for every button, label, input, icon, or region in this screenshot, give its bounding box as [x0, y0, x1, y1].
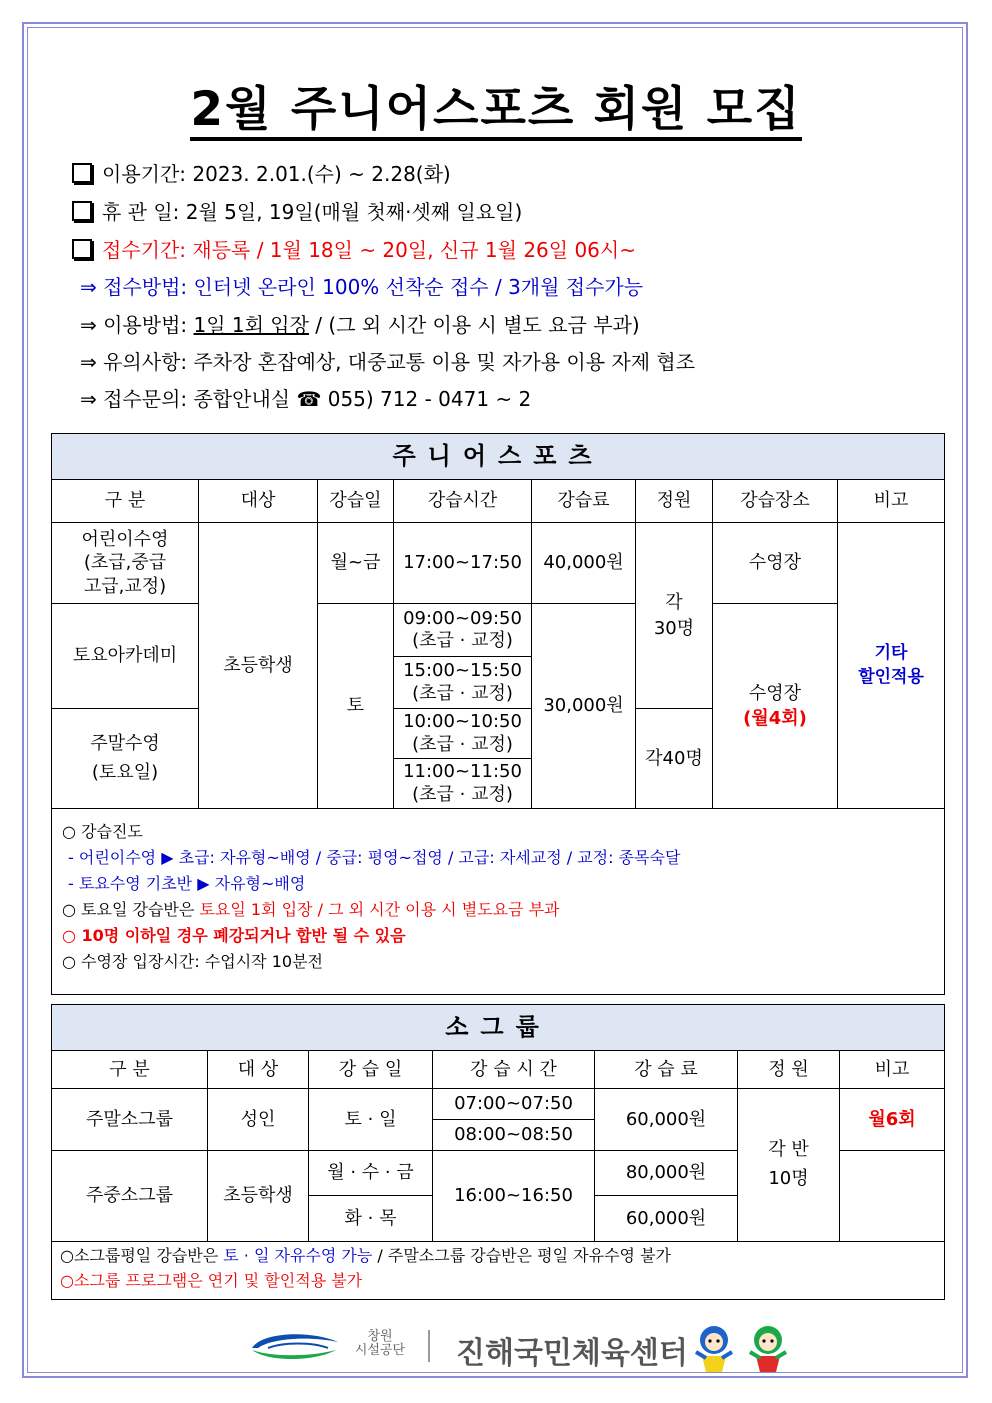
weekend-swim-name: 주말수영 (토요일)	[52, 709, 199, 809]
weekday-group-remark	[840, 1151, 945, 1242]
sg-header-capacity: 정 원	[738, 1051, 840, 1089]
weekend-swim-time-2: 11:00~11:50 (초급 · 교정)	[394, 759, 532, 809]
weekday-group-day-2: 화 · 목	[309, 1196, 433, 1242]
sg-header-target: 대 상	[208, 1051, 309, 1089]
info-period: 이용기간: 2023. 2.01.(수) ~ 2.28(화)	[72, 158, 952, 187]
academy-time-1: 09:00~09:50 (초급 · 교정)	[394, 604, 532, 657]
kids-swim-time: 17:00~17:50	[394, 523, 532, 604]
org-logo-text: 창원 시설공단	[354, 1329, 406, 1359]
info-method: ⇒ 접수방법: 인터넷 온라인 100% 선착순 접수 / 3개월 접수가능	[80, 275, 644, 299]
header-fee: 강습료	[532, 480, 636, 523]
sg-note-1: ○소그룹평일 강습반은 토 · 일 자유수영 가능 / 주말소그룹 강습반은 평일 자유수영 불가	[60, 1246, 671, 1265]
weekday-group-target: 초등학생	[208, 1151, 309, 1242]
kids-swim-name: 어린이수영 (초급,중급 고급,교정)	[52, 523, 199, 604]
weekday-group-time: 16:00~16:50	[433, 1151, 595, 1242]
weekend-group-target: 성인	[208, 1089, 309, 1151]
saturday-fee: 30,000원	[532, 604, 636, 809]
weekday-group-fee-1: 80,000원	[595, 1151, 738, 1196]
weekend-swim-time-1: 10:00~10:50 (초급 · 교정)	[394, 709, 532, 759]
remark-discount: 기타 할인적용	[838, 523, 945, 809]
changwon-logo-icon	[248, 1328, 340, 1364]
note-sat-progress: - 토요수영 기초반 ▶ 자유형~배영	[68, 873, 306, 893]
info-notice: ⇒ 유의사항: 주차장 혼잡예상, 대중교통 이용 및 자가용 이용 자제 협조	[80, 350, 696, 374]
center-name: 진해국민체육센터	[456, 1336, 688, 1371]
weekday-group-day-1: 월 · 수 · 금	[309, 1151, 433, 1196]
header-target: 대상	[199, 480, 318, 523]
mascot-blue-icon	[688, 1322, 740, 1374]
header-day: 강습일	[318, 480, 394, 523]
info-inquiry: ⇒ 접수문의: 종합안내실 ☎ 055) 712 - 0471 ~ 2	[80, 387, 532, 411]
capacity-40: 각40명	[636, 709, 713, 809]
footer-divider	[428, 1330, 430, 1362]
header-place: 강습장소	[713, 480, 838, 523]
capacity-30: 각 30명	[636, 523, 713, 709]
sg-header-remark: 비고	[840, 1051, 945, 1089]
junior-sports-table	[51, 433, 945, 995]
sg-header-fee: 강 습 료	[595, 1051, 738, 1089]
saturday-day: 토	[318, 604, 394, 809]
header-category: 구 분	[52, 480, 199, 523]
info-usage: ⇒ 이용방법: 1일 1회 입장 / (그 외 시간 이용 시 별도 요금 부과)	[80, 313, 640, 337]
small-section-title: 소그룹	[52, 1005, 945, 1051]
sg-header-category: 구 분	[52, 1051, 208, 1089]
page-title: 2월 주니어스포츠 회원 모집	[0, 72, 992, 139]
footer	[0, 1322, 992, 1372]
weekend-group-time-2: 08:00~08:50	[433, 1120, 595, 1151]
weekday-group-fee-2: 60,000원	[595, 1196, 738, 1242]
small-group-notes	[52, 1242, 945, 1300]
weekend-group-time-1: 07:00~07:50	[433, 1089, 595, 1120]
header-time: 강습시간	[394, 480, 532, 523]
note-progress: ○ 강습진도	[62, 822, 143, 841]
small-group-table	[51, 1004, 945, 1300]
junior-section-title: 주니어스포츠	[52, 434, 945, 480]
info-closed: 휴 관 일: 2월 5일, 19일(매월 첫째·셋째 일요일)	[72, 196, 952, 225]
sg-header-day: 강 습 일	[309, 1051, 433, 1089]
note-entry-time: ○ 수영장 입장시간: 수업시작 10분전	[62, 951, 323, 971]
weekend-group-name: 주말소그룹	[52, 1089, 208, 1151]
header-remark: 비고	[838, 480, 945, 523]
weekend-group-fee: 60,000원	[595, 1089, 738, 1151]
weekend-group-day: 토 · 일	[309, 1089, 433, 1151]
saturday-academy-name: 토요아카데미	[52, 604, 199, 709]
info-reception: 접수기간: 재등록 / 1월 18일 ~ 20일, 신규 1월 26일 06시~	[72, 234, 952, 263]
note-min-people: ○ 10명 이하일 경우 폐강되거나 합반 될 수 있음	[62, 925, 406, 945]
mascot-green-icon	[742, 1322, 794, 1374]
sg-header-time: 강 습 시 간	[433, 1051, 595, 1089]
weekend-group-remark: 월6회	[840, 1089, 945, 1151]
note-sat-class: ○ 토요일 강습반은 토요일 1회 입장 / 그 외 시간 이용 시 별도요금 부과	[62, 899, 560, 919]
checkbox-icon	[72, 239, 92, 259]
academy-time-2: 15:00~15:50 (초급 · 교정)	[394, 657, 532, 709]
place-monthly-4: 수영장 (월4회)	[713, 604, 838, 809]
target-elementary: 초등학생	[199, 523, 318, 809]
kids-swim-day: 월~금	[318, 523, 394, 604]
sg-note-2: ○소그룹 프로그램은 연기 및 할인적용 불가	[60, 1270, 363, 1290]
kids-swim-place: 수영장	[713, 523, 838, 604]
weekday-group-name: 주중소그룹	[52, 1151, 208, 1242]
header-capacity: 정원	[636, 480, 713, 523]
small-capacity: 각 반 10명	[738, 1089, 840, 1242]
checkbox-icon	[72, 163, 92, 183]
checkbox-icon	[72, 201, 92, 221]
note-kids-progress: - 어린이수영 ▶ 초급: 자유형~배영 / 중급: 평영~접영 / 고급: 자세교정 / 교정: 종목숙달	[68, 847, 681, 867]
junior-notes	[52, 809, 945, 995]
kids-swim-fee: 40,000원	[532, 523, 636, 604]
